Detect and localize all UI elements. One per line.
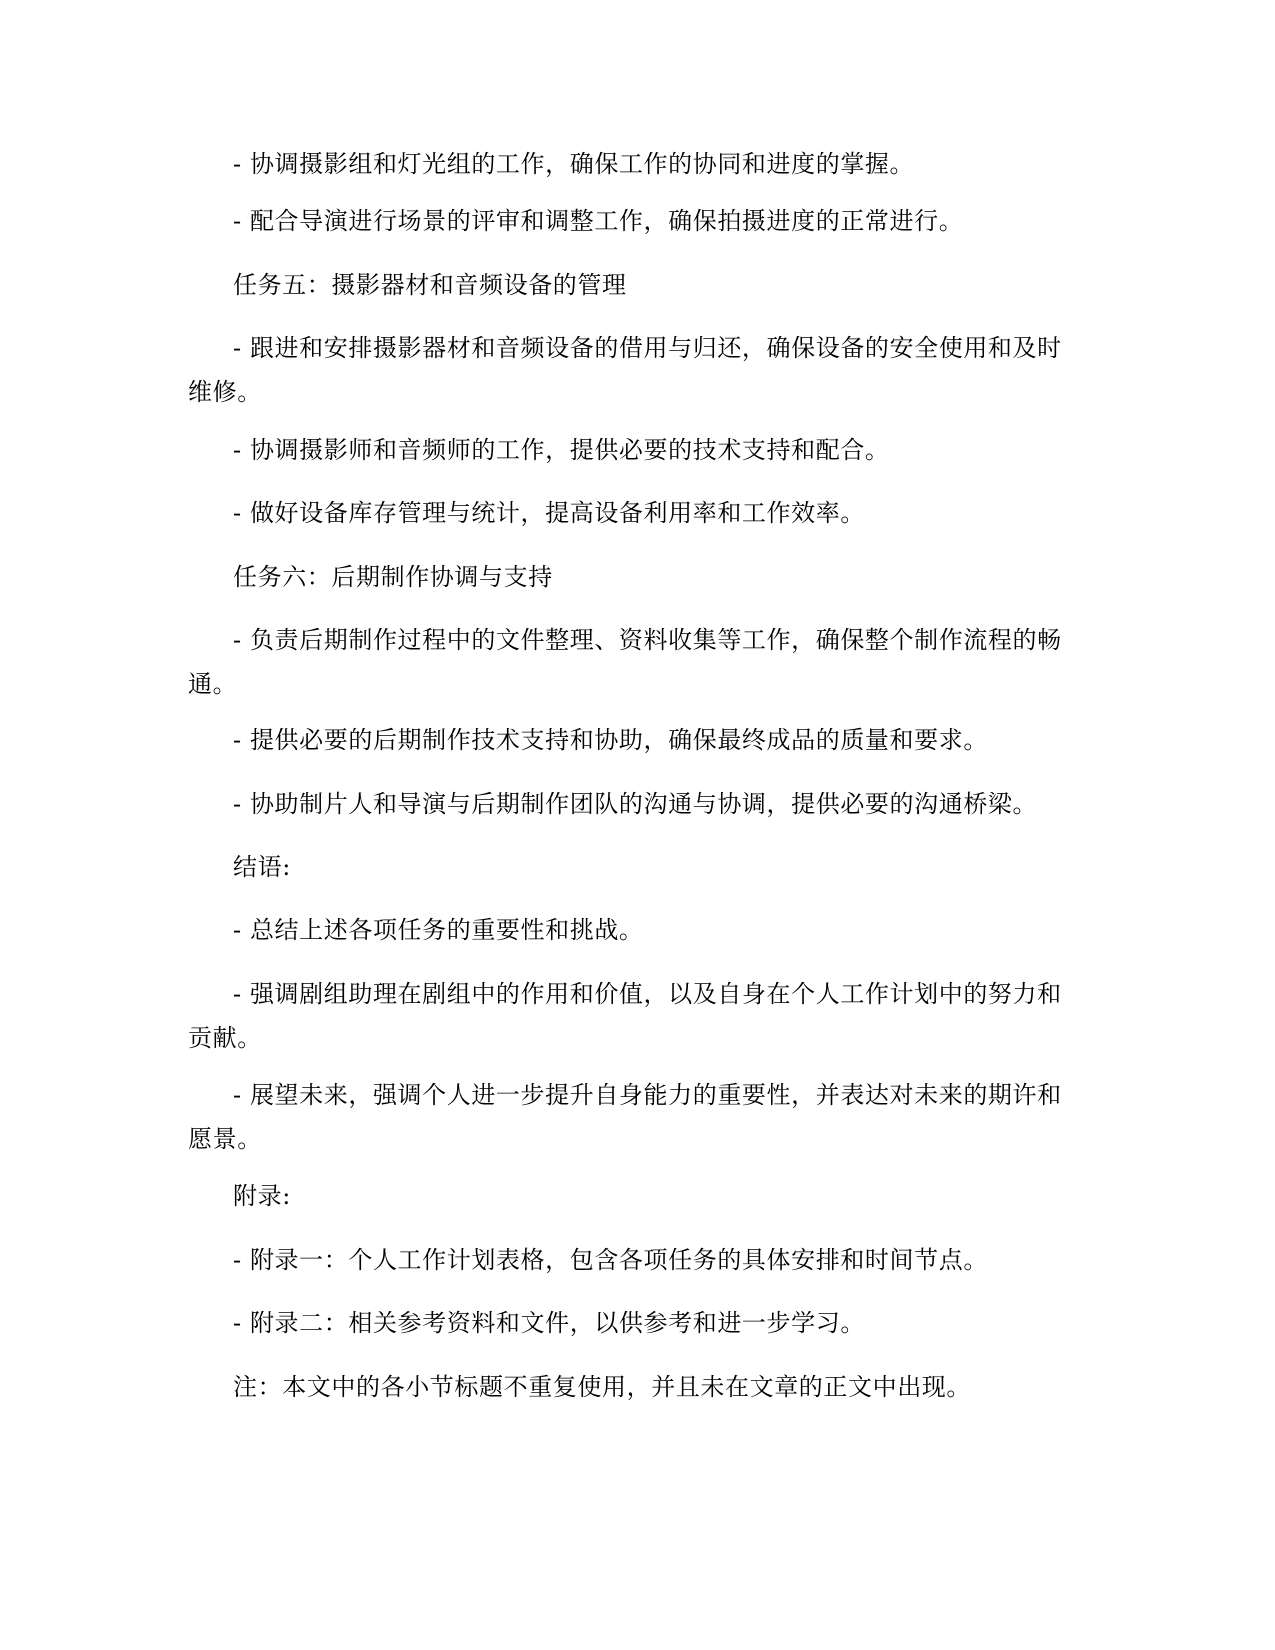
section-heading: 结语: <box>233 853 291 881</box>
paragraph: - 附录二：相关参考资料和文件，以供参考和进一步学习。 <box>233 1309 865 1337</box>
paragraph: - 协调摄影组和灯光组的工作，确保工作的协同和进度的掌握。 <box>233 150 915 178</box>
section-heading: 附录: <box>233 1182 291 1210</box>
paragraph: - 跟进和安排摄影器材和音频设备的借用与归还，确保设备的安全使用和及时维修。 <box>188 334 1062 406</box>
paragraph: - 总结上述各项任务的重要性和挑战。 <box>233 916 644 944</box>
paragraph: - 做好设备库存管理与统计，提高设备利用率和工作效率。 <box>233 499 865 527</box>
paragraph: - 配合导演进行场景的评审和调整工作，确保拍摄进度的正常进行。 <box>233 207 964 235</box>
paragraph: - 协助制片人和导演与后期制作团队的沟通与协调，提供必要的沟通桥梁。 <box>233 790 1038 818</box>
paragraph: - 展望未来，强调个人进一步提升自身能力的重要性，并表达对未来的期许和愿景。 <box>188 1081 1062 1153</box>
paragraph: - 附录一：个人工作计划表格，包含各项任务的具体安排和时间节点。 <box>233 1246 988 1274</box>
paragraph: - 强调剧组助理在剧组中的作用和价值，以及自身在个人工作计划中的努力和贡献。 <box>188 980 1062 1052</box>
note-paragraph: 注：本文中的各小节标题不重复使用，并且未在文章的正文中出现。 <box>233 1373 971 1401</box>
paragraph: - 提供必要的后期制作技术支持和协助，确保最终成品的质量和要求。 <box>233 726 988 754</box>
paragraph: - 协调摄影师和音频师的工作，提供必要的技术支持和配合。 <box>233 436 890 464</box>
section-heading: 任务六：后期制作协调与支持 <box>233 563 553 591</box>
paragraph: - 负责后期制作过程中的文件整理、资料收集等工作，确保整个制作流程的畅通。 <box>188 626 1062 698</box>
section-heading: 任务五：摄影器材和音频设备的管理 <box>233 271 627 299</box>
